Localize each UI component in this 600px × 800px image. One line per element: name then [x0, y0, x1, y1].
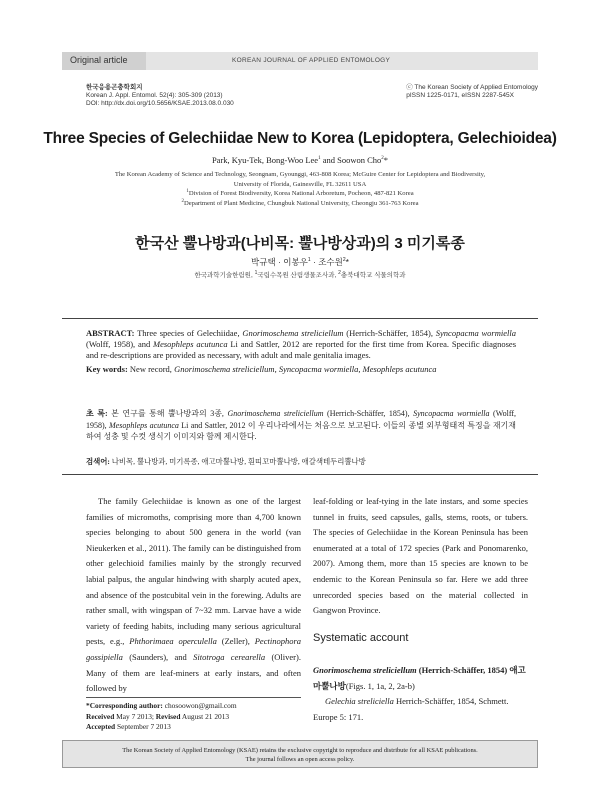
- journal-banner: KOREAN JOURNAL OF APPLIED ENTOMOLOGY: [232, 57, 391, 64]
- body-column-left: The family Gelechiidae is known as one of the largest families of micromoths, comprising more than 4,700 known species belonging to about 500 genera in the world (van Nieukerken et al., 2011). The family can be distinguished from other gelechioid families mainly by the strongly recurved labial palpus, the angular hindwing with sharply acuted apex, and absence of the postcubital vein in the forewing. Adults are rather small, with wingspan of 7~32 mm. Larvae have a wide variety of feeding habits, including many serious agricultural pests, e.g., Phthorimaea operculella (Zeller), Pectinophora gossipiella (Saunders), and Sitotroga cerearella (Oliver). Many of them are leaf-miners at early instars, and often followed by: [86, 496, 302, 694]
- footnote-rule: [86, 697, 301, 698]
- section-heading-systematic: Systematic account: [313, 632, 409, 644]
- corresponding-email[interactable]: chosoowon@gmail.com: [162, 701, 237, 710]
- keywords: Key words: New record, Gnorimoschema streliciellum, Syncopacma wormiella, Mesophleps acutunca: [86, 364, 437, 374]
- journal-ko-name: 한국응용곤충학회지: [86, 84, 143, 91]
- journal-meta: [86, 84, 234, 108]
- paper-title: Three Species of Gelechiidae New to Korea (Lepidoptera, Gelechioidea): [43, 130, 557, 147]
- species-heading: Gnorimoschema streliciellum (Herrich-Schäffer, 1854) 애고 마뿔나방(Figs. 1, 1a, 2, 2a-b): [313, 665, 526, 691]
- copyright-footer: The Korean Society of Applied Entomology (KSAE) retains the exclusive copyright to reproduce and distribute for all KSAE publications. The journal follows an open access policy.: [62, 740, 538, 768]
- korean-title: 한국산 뿔나방과(나비목: 뿔나방상과)의 3 미기록종: [135, 235, 465, 252]
- korean-authors: 박규택 · 이봉우$^1$ · 조수원$^2$*: [251, 257, 349, 267]
- paper-authors: Park, Kyu-Tek, Bong-Woo Lee$^1$ and Soowon Cho$^2$*: [211, 155, 389, 165]
- abstract: ABSTRACT: Three species of Gelechiidae, Gnorimoschema streliciellum (Herrich-Schäffer, 1854), Syncopacma wormiella (Wolff, 1958), and Mesophleps acutunca Li and Sattler, 2012 are reported for the first time from Korea. Specific diagnoses and re-descriptions are provided as necessary, with adult and male genitalia images.: [86, 328, 516, 360]
- body-column-right: leaf-folding or leaf-tying in the late instars, and some species tunnel in fruits, seed capsules, galls, stems, roots, or tubers. The species of Gelechiidae in the Korean Peninsula has been enumerated at a total of 172 species (Park and Ponomarenko, 2007). Among them, more than 15 species are known to be endemic to the Korean Peninsula so far. Here we add three unrecorded species based on the material collected in Gangwon Province.: [313, 496, 528, 616]
- copyright-meta: [406, 84, 538, 100]
- footnote: *Corresponding author: chosoowon@gmail.com Received May 7 2013; Revised August 21 2013 Accepted September 7 2013: [86, 701, 237, 731]
- article-type: Original article: [70, 55, 128, 65]
- society-copyright: ⓒ The Korean Society of Applied Entomology: [406, 84, 538, 91]
- abstract-bottom-rule: [62, 474, 538, 475]
- abstract-top-rule: [62, 318, 538, 319]
- korean-affiliation: 한국과학기술한림원, $^1$국립수목원 산림생물조사과, $^2$충북대학교 식물의학과: [194, 269, 406, 279]
- journal-doi[interactable]: DOI: http://dx.doi.org/10.5656/KSAE.2013.08.0.030: [86, 100, 234, 107]
- korean-keywords: 검색어: 나비목, 뿔나방과, 미기록종, 애고마뿔나방, 흰띠꼬마뿔나방, 애갈색테두리뿔나방: [86, 457, 366, 466]
- synonym-entry: Gelechia streliciella Herrich-Schäffer, 1854, Schmett. Europe 5: 171.: [313, 696, 509, 722]
- issn: pISSN 1225-0171, eISSN 2287-545X: [406, 92, 514, 99]
- journal-citation: Korean J. Appl. Entomol. 52(4): 305-309 (2013): [86, 92, 223, 99]
- affiliation-0: The Korean Academy of Science and Technology, Seongnam, Gyounggi, 463-808 Korea; McGuire Center for Lepidoptera and Biodiversity, University of Florida, Gainesville, FL 32611 USA $^1$Division of Forest Biodiversity, Korea National Arboretum, Pocheon, 487-821 Korea $^2$Department of Plant Medicine, Chungbuk National University, Cheongju 361-763 Korea: [114, 171, 486, 207]
- korean-abstract: 초 록: 본 연구를 통해 뿔나방과의 3종, Gnorimoschema streliciellum (Herrich-Schäffer, 1854), Syncopacma wormiella (Wolff, 1958), Mesophleps acutunca Li and Sattler, 2012 이 우리나라에서는 처음으로 보고된다. 이들의 종별 외부형태적 특징을 재기재하여 성충 및 수컷 생식기 이미지와 함께 제시한다.: [86, 409, 517, 441]
